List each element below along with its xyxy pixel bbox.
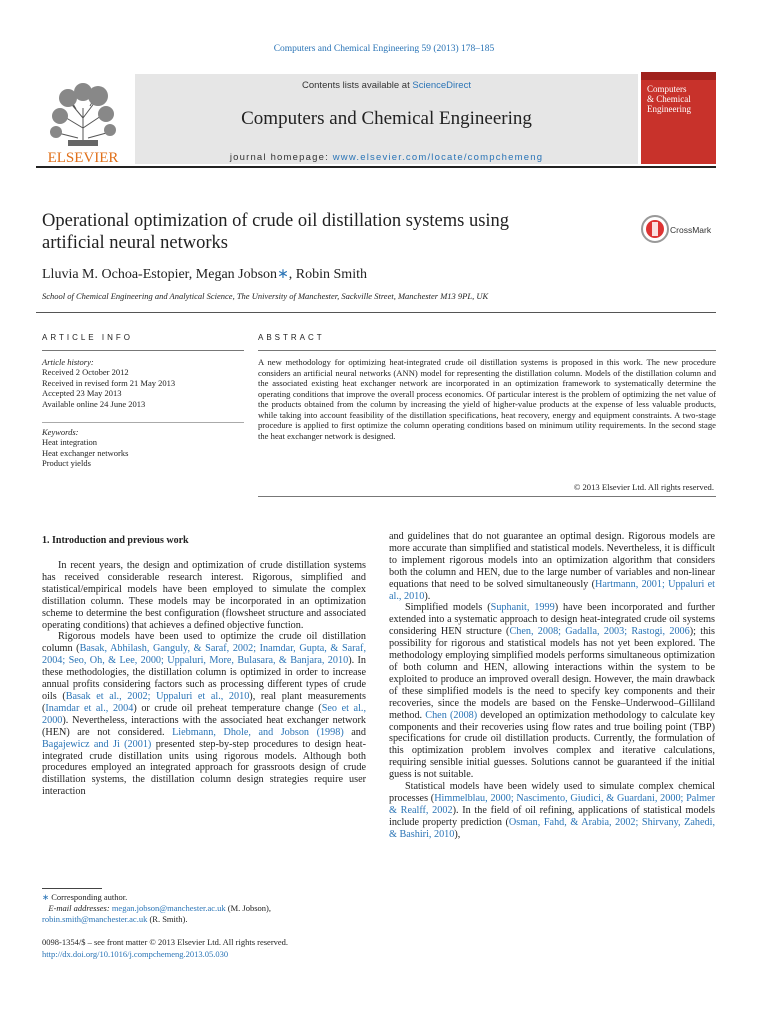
paragraph: Simplified models (Suphanit, 1999) have been incorporated and further extended into a systematic approach to design heat-integrated crude oil systems considering HEN structure (Chen, 2008; Gadalla, 2003; Rastogi, 2006); this possibility for rigorous and statistical models has not yet been explored. The methodology employing simplified models performs simultaneous optimization of both column and HEN, allowing interactions within the system to be exploited to produce an improved overall design. However, the main drawback of these simplified models is the need to specify key components and their recoveries, since the models are based on the Fenske–Underwood–Gilliland method. Chen (2008) developed an optimization methodology to calculate key components and their recoveries using flow rates and true boiling point (TBP) specifications for crude oil distillation products. Currently, the formulation of this optimization problem involves complex and iterative calculations, requiring sensible initial guesses. Solutions cannot be guaranteed if the initial guess is not suitable. — [389, 602, 716, 781]
citation-link[interactable]: Osman, Fahd, & Arabia, 2002; Shirvany, Zahedi, & Bashiri, 2010 — [389, 816, 715, 840]
citation-link[interactable]: Chen, 2008; Gadalla, 2003; Rastogi, 2006 — [509, 626, 690, 638]
email-link[interactable]: robin.smith@manchester.ac.uk — [42, 914, 148, 924]
citation-link[interactable]: Liebmann, Dhole, and Jobson (1998) — [172, 726, 344, 738]
abstract-text: A new methodology for optimizing heat-integrated crude oil distillation systems is proposed in this work. The new procedure considers an artificial neural networks (ANN) model for representing the distillation column. Models of the distillation column and the associated existing heat exchanger network are incorporated in an optimization framework to systematically determine the operating conditions that improve the overall process economics. Of particular interest is the problem of optimizing the net value of the products obtained from the column by increasing the yield of higher-value products at the expense of less valuable products, while taking into account feasibility of the distillation specifications, heat recovery, energy and equipment constraints. A two-stage procedure is applied to first optimize the column operating conditions based on minimum utility requirements. In the second stage the heat exchanger network is designed. — [258, 357, 716, 441]
abstract-heading: ABSTRACT — [258, 333, 325, 342]
header-rule — [36, 166, 716, 168]
contents-line: Contents lists available at ScienceDirect — [302, 80, 471, 91]
citation-link[interactable]: Basak et al., 2002; Uppaluri et al., 2010 — [65, 690, 250, 702]
citation-link[interactable]: Basak, Abhilash, Ganguly, & Saraf, 2002; Inamdar, Gupta, & Saraf, 2004; Seo, Oh, & Lee, 2000; Uppaluri, More, Bulasara, & Banjara, 2010 — [42, 643, 367, 667]
journal-reference[interactable]: Computers and Chemical Engineering 59 (2013) 178–185 — [273, 44, 495, 54]
keywords: Keywords: Heat integration Heat exchanger networks Product yields — [42, 427, 129, 469]
journal-homepage: journal homepage: www.elsevier.com/locate/compchemeng — [229, 152, 544, 163]
article-history: Article history: Received 2 October 2012 Received in revised form 21 May 2013 Accepted 23 May 2013 Available online 24 June 2013 — [42, 357, 176, 409]
citation-link[interactable]: Hartmann, 2001; Uppaluri et al., 2010 — [389, 578, 715, 602]
citation-link[interactable]: Chen (2008) — [425, 709, 478, 721]
copyright: © 2013 Elsevier Ltd. All rights reserved. — [573, 482, 714, 492]
svg-text:ELSEVIER: ELSEVIER — [47, 150, 119, 164]
body-column-right — [389, 531, 715, 841]
page-footer: 0098-1354/$ – see front matter © 2013 Elsevier Ltd. All rights reserved. http://dx.doi.org/10.1016/j.compchemeng.2013.05.030 — [42, 937, 372, 960]
paragraph: Statistical models have been widely used to simulate complex chemical processes (Himmelblau, 2000; Nascimento, Giudici, & Guardani, 2000; Palmer & Realff, 2002). In the field of oil refining, applications of statistical models include property prediction (Osman, Fahd, & Arabia, 2002; Shirvany, Zahedi, & Bashiri, 2010), — [389, 781, 715, 840]
sciencedirect-link[interactable]: ScienceDirect — [412, 80, 471, 91]
cover-title: Computers & Chemical Engineering — [647, 84, 691, 114]
article-info-heading: ARTICLE INFO — [42, 333, 133, 342]
homepage-link[interactable]: www.elsevier.com/locate/compchemeng — [332, 152, 544, 163]
paragraph: and guidelines that do not guarantee an optimal design. Rigorous models are more accurate than simplified and statistical models. Nevertheless, it is difficult to implement rigorous models into an optimization algorithm that considers both the column and HEN, due to the large number of variables and non-linear equations that need to be solved simultaneously (Hartmann, 2001; Uppaluri et al., 2010). — [389, 531, 715, 602]
elsevier-logo — [38, 78, 128, 164]
abstract-rule — [258, 350, 716, 351]
footnote-rule — [42, 888, 102, 889]
citation-link[interactable]: Inamdar et al., 2004 — [45, 702, 134, 714]
paragraph: Rigorous models have been used to optimize the crude oil distillation column (Basak, Abhilash, Ganguly, & Saraf, 2002; Inamdar, Gupta, & Saraf, 2004; Seo, Oh, & Lee, 2000; Uppaluri, More, Bulasara, & Banjara, 2010). In these methodologies, the distillation column is optimized in order to increase annual profits considering factors such as processing different types of crude oils (Basak et al., 2002; Uppaluri et al., 2010), real plant measurements (Inamdar et al., 2004) or crude oil preheat temperature change (Seo et al., 2000). Nevertheless, interactions with the associated heat exchanger network (HEN) are not considered. Liebmann, Dhole, and Jobson (1998) and Bagajewicz and Ji (2001) presented step-by-step procedures to design heat-integrated crude distillation units using rigorous models. Although both procedures employed an integrated approach for grassroots design of crude distillation systems, the distillation column design strategies require user interaction — [42, 631, 367, 798]
crossmark-label[interactable]: CrossMark — [670, 225, 712, 235]
corresponding-author-mark[interactable]: ∗ — [277, 267, 289, 282]
article-title: Operational optimization of crude oil distillation systems using artificial neural networks — [42, 211, 510, 253]
paragraph: In recent years, the design and optimization of crude distillation systems has received considerable research interest. Rigorous, simplified and statistical/empirical models have been employed to simulate the complex distillation column. These models may be incorporated in an optimization scheme to determine the best configuration (flowsheet structure and associated operating conditions) that achieves a defined objective function. — [42, 560, 366, 631]
abstract-bottom-rule — [258, 496, 716, 497]
article-info-rule — [42, 350, 244, 351]
email-link[interactable]: megan.jobson@manchester.ac.uk — [111, 903, 226, 913]
authors: Lluvia M. Ochoa-Estopier, Megan Jobson∗, Robin Smith — [42, 267, 367, 282]
section-heading: 1. Introduction and previous work — [42, 535, 189, 546]
footnote: ∗ Corresponding author. E-mail addresses: megan.jobson@manchester.ac.uk (M. Jobson), robin.smith@manchester.ac.uk (R. Smith). — [42, 892, 271, 924]
citation-link[interactable]: Bagajewicz and Ji (2001) — [42, 738, 152, 750]
section-rule — [36, 312, 716, 313]
citation-link[interactable]: Himmelblau, 2000; Nascimento, Giudici, & Guardani, 2000; Palmer & Realff, 2002 — [389, 792, 715, 816]
crossmark-icon — [640, 214, 670, 244]
affiliation: School of Chemical Engineering and Analytical Science, The University of Manchester, Sackville Street, Manchester M13 9PL, UK — [42, 291, 489, 301]
journal-title: Computers and Chemical Engineering — [241, 108, 532, 129]
citation-link[interactable]: Seo et al., 2000 — [42, 702, 366, 726]
body-column-left — [42, 560, 366, 798]
article-info-divider — [42, 422, 244, 423]
doi-link[interactable]: http://dx.doi.org/10.1016/j.compchemeng.2013.05.030 — [42, 948, 229, 959]
citation-link[interactable]: Suphanit, 1999 — [490, 602, 555, 614]
cover-stripe — [641, 72, 716, 80]
